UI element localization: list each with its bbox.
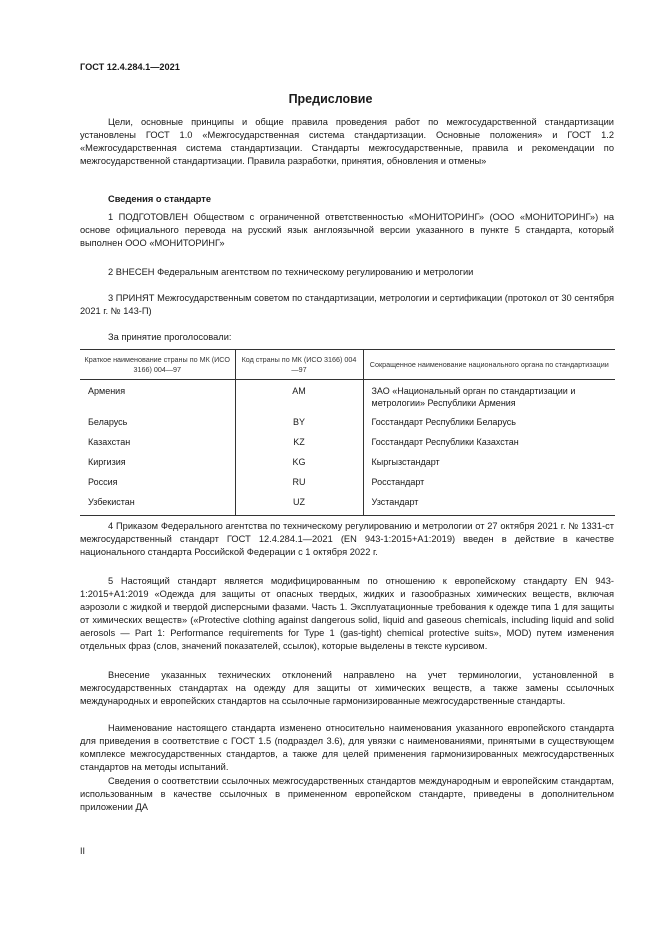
code-cell: UZ bbox=[235, 494, 363, 516]
country-cell: Казахстан bbox=[88, 436, 131, 447]
title-change-paragraph: Наименование настоящего стандарта изменено относительно наименования указанного европейского стандарта для приведения в соответствие с ГОСТ 1.5 (подраздел 3.6), для увязки с наименованиями, принятыми в существующем комплексе межгосударственных стандартов, а также для целей применения гармонизированных межгосударственных стандартов на методы испытаний. bbox=[80, 723, 614, 773]
vote-label: За принятие проголосовали: bbox=[108, 332, 232, 342]
table-row bbox=[80, 434, 615, 454]
voting-countries-table bbox=[80, 349, 615, 516]
item-2-paragraph: 2 ВНЕСЕН Федеральным агентством по техническому регулированию и метрологии bbox=[108, 267, 474, 277]
code-cell: KG bbox=[235, 454, 363, 474]
item-4-paragraph: 4 Приказом Федерального агентства по техническому регулированию и метрологии от 27 октября 2021 г. № 1331-ст межгосударственный стандарт ГОСТ 12.4.284.1—2021 (EN 943-1:2015+A1:2019) введен в действие в качестве национального стандарта Российской Федерации с 1 октября 2022 г. bbox=[80, 521, 614, 558]
code-cell: AM bbox=[235, 380, 363, 414]
standard-info-heading: Сведения о стандарте bbox=[108, 194, 212, 204]
table-header-row bbox=[80, 350, 615, 380]
references-paragraph: Сведения о соответствии ссылочных межгосударственных стандартов международным и европейским стандартам, использованным в качестве ссылочных в примененном европейском стандарте, приведены в дополнительном приложении ДА bbox=[80, 776, 614, 813]
code-cell: KZ bbox=[235, 434, 363, 454]
body-cell: Узстандарт bbox=[363, 494, 615, 516]
page-number: II bbox=[80, 846, 86, 856]
table-row bbox=[80, 474, 615, 494]
body-cell: Росстандарт bbox=[363, 474, 615, 494]
country-cell: Узбекистан bbox=[80, 494, 235, 516]
column-header-country: Краткое наименование страны по МК (ИСО 3166) 004—97 bbox=[80, 350, 235, 380]
item-5-paragraph: 5 Настоящий стандарт является модифицированным по отношению к европейскому стандарту EN 943-1:2015+A1:2019 «Одежда для защиты от опасных твердых, жидких и газообразных химических веществ, включая аэрозоли с жидкой и твердой дисперсными фазами. Часть 1. Эксплуатационные требования к одежде типа 1 для защиты от химических веществ» («Protective clothing against dangerous solid, liquid and gaseous chemicals, including liquid and solid aerosols — Part 1: Performance requirements for Type 1 (gas-tight) chemical protective suits», MOD) путем изменения отдельных фраз (слов, значений показателей, ссылок), которые выделены в тексте курсивом. bbox=[80, 576, 614, 652]
column-header-code: Код страны по МК (ИСО 3166) 004—97 bbox=[235, 350, 363, 380]
column-header-body: Сокращенное наименование национального органа по стандартизации bbox=[363, 350, 615, 380]
item-3-paragraph: 3 ПРИНЯТ Межгосударственным советом по стандартизации, метрологии и сертификации (протокол от 30 сентября 2021 г. № 143-П) bbox=[80, 293, 614, 317]
table-row bbox=[80, 454, 615, 474]
code-cell: BY bbox=[235, 414, 363, 434]
body-cell: Госстандарт Республики Казахстан bbox=[363, 434, 615, 454]
document-code-header: ГОСТ 12.4.284.1—2021 bbox=[80, 62, 180, 72]
code-cell: RU bbox=[235, 474, 363, 494]
body-cell: Госстандарт Республики Беларусь bbox=[363, 414, 615, 434]
body-cell: ЗАО «Национальный орган по стандартизации и метрологии» Республики Армения bbox=[363, 380, 615, 414]
item-1-paragraph: 1 ПОДГОТОВЛЕН Обществом с ограниченной ответственностью «МОНИТОРИНГ» (ООО «МОНИТОРИНГ») на основе официального перевода на русский язык англоязычной версии указанного в пункте 5 стандарта, который выполнен ООО «МОНИТОРИНГ» bbox=[80, 212, 614, 249]
body-cell: Кыргызстандарт bbox=[363, 454, 615, 474]
country-cell: Беларусь bbox=[88, 416, 128, 427]
deviations-paragraph: Внесение указанных технических отклонений направлено на учет терминологии, установленной в межгосударственных стандартах на одежду для защиты от химических веществ, а также замены ссылочных международных и европейских стандартов на ссылочные гармонизированные межгосударственные стандарты. bbox=[80, 670, 614, 707]
country-cell: Армения bbox=[88, 386, 126, 396]
table-row bbox=[80, 414, 615, 434]
page-title: Предисловие bbox=[288, 92, 373, 106]
country-cell: Киргизия bbox=[88, 456, 126, 467]
table-row bbox=[80, 494, 615, 516]
country-cell: Россия bbox=[88, 476, 118, 487]
intro-paragraph: Цели, основные принципы и общие правила проведения работ по межгосударственной стандартизации установлены ГОСТ 1.0 «Межгосударственная система стандартизации. Основные положения» и ГОСТ 1.2 «Межгосударственная система стандартизации. Стандарты межгосударственные, правила и рекомендации по межгосударственной стандартизации. Правила разработки, принятия, обновления и отмены» bbox=[80, 117, 614, 167]
table-row bbox=[80, 380, 615, 414]
